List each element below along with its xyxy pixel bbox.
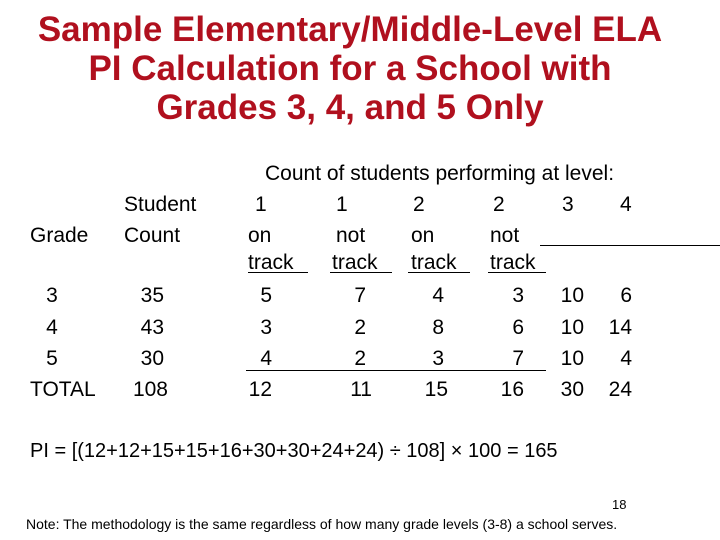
count-cell: 43	[140, 316, 164, 339]
title-line-2: PI Calculation for a School with	[88, 49, 612, 88]
level-label: not	[490, 224, 520, 247]
level-label: track	[332, 251, 378, 274]
total-underline	[246, 370, 546, 371]
level-number: 2	[493, 193, 505, 216]
value-cell: 16	[500, 378, 524, 401]
value-cell: 3	[512, 284, 524, 307]
value-cell: 2	[354, 347, 366, 370]
value-cell: 6	[512, 316, 524, 339]
value-cell: 3	[260, 316, 272, 339]
title-line-1: Sample Elementary/Middle-Level ELA	[37, 10, 663, 49]
grade-cell: 3	[46, 284, 58, 307]
level-number: 1	[336, 193, 348, 216]
value-cell: 11	[350, 378, 372, 401]
header-underline	[488, 272, 546, 273]
pi-formula: PI = [(12+12+15+15+16+30+30+24+24) ÷ 108] × 100 = 165	[30, 440, 558, 462]
slide-number: 18	[612, 497, 627, 512]
level-number: 1	[255, 193, 267, 216]
grade-cell: 5	[46, 347, 58, 370]
slide-title	[0, 10, 700, 127]
level-label: track	[411, 251, 457, 274]
value-cell: 6	[620, 284, 632, 307]
value-cell: 10	[560, 284, 584, 307]
value-cell: 7	[354, 284, 366, 307]
value-cell: 10	[560, 316, 584, 339]
count-cell: 30	[140, 347, 164, 370]
grade-cell: 4	[46, 316, 58, 339]
level-number: 3	[562, 193, 574, 216]
value-cell: 7	[512, 347, 524, 370]
level-heading: Count of students performing at level:	[265, 162, 615, 185]
value-cell: 8	[432, 316, 444, 339]
level-number: 4	[620, 193, 632, 216]
level-label: on	[248, 224, 272, 247]
count-cell: 108	[132, 378, 168, 401]
count-cell: 35	[140, 284, 164, 307]
level-label: track	[490, 251, 536, 274]
value-cell: 5	[260, 284, 272, 307]
value-cell: 12	[248, 378, 272, 401]
value-cell: 4	[432, 284, 444, 307]
value-cell: 4	[620, 347, 632, 370]
grade-cell: TOTAL	[30, 378, 96, 401]
value-cell: 10	[560, 347, 584, 370]
value-cell: 2	[354, 316, 366, 339]
student-count-header-line1: Student	[124, 193, 197, 216]
methodology-note: Note: The methodology is the same regardless of how many grade levels (3-8) a school serves.	[26, 516, 618, 532]
level-label: not	[336, 224, 366, 247]
header-underline	[248, 272, 308, 273]
header-underline	[408, 272, 470, 273]
value-cell: 3	[432, 347, 444, 370]
level-number: 2	[413, 193, 425, 216]
grade-header: Grade	[30, 224, 89, 247]
value-cell: 24	[608, 378, 632, 401]
header-underline	[330, 272, 392, 273]
header-underline	[540, 245, 720, 246]
value-cell: 14	[608, 316, 632, 339]
level-label: track	[248, 251, 294, 274]
student-count-header-line2: Count	[124, 224, 181, 247]
title-line-3: Grades 3, 4, and 5 Only	[156, 88, 544, 127]
value-cell: 4	[260, 347, 272, 370]
level-label: on	[411, 224, 435, 247]
value-cell: 30	[560, 378, 584, 401]
value-cell: 15	[424, 378, 448, 401]
